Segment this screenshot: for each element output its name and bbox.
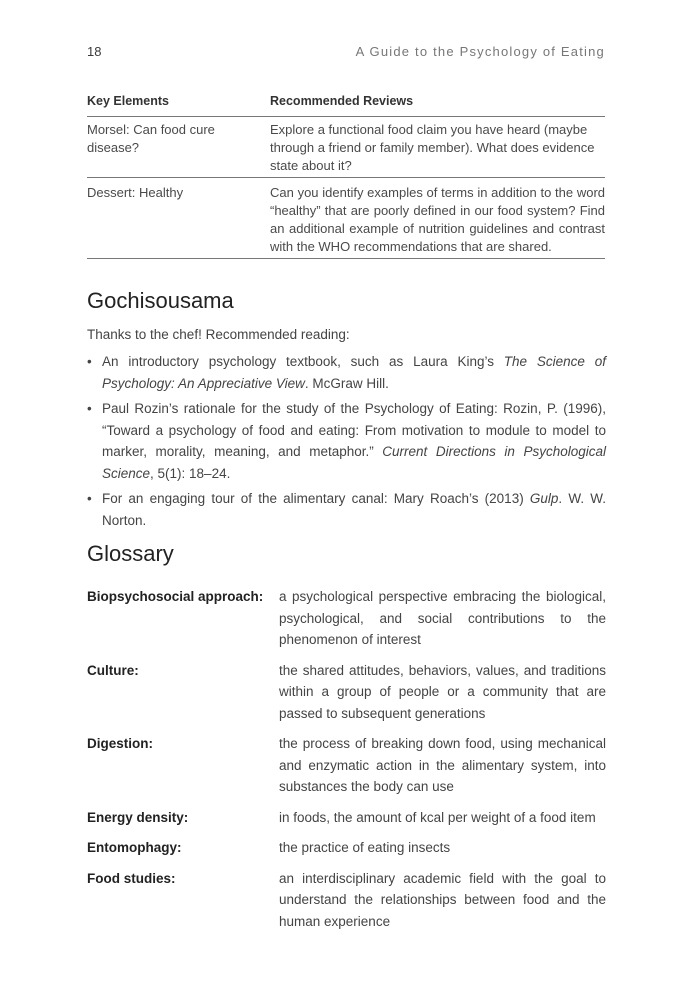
glossary-entry bbox=[87, 807, 606, 829]
reading-title: The Science of Psychology: An Appreciative View bbox=[102, 354, 606, 391]
glossary-definition: a psychological perspective embracing the biological, psychological, and social contributions to the phenomenon of interest bbox=[279, 589, 606, 647]
list-item bbox=[87, 488, 606, 531]
key-elements-table bbox=[87, 92, 605, 259]
reading-text: Paul Rozin’s rationale for the study of the Psychology of Eating: Rozin, P. (1996), “Toward a psychology of food and eating: From motivation to module to model to marker, morality, meaning, and metaphor.” bbox=[102, 401, 606, 459]
reading-title: Gulp bbox=[529, 491, 559, 506]
glossary-entry bbox=[87, 868, 606, 933]
glossary-term: Energy density: bbox=[87, 809, 189, 825]
table-cell-element: Dessert: Healthy bbox=[87, 185, 184, 200]
glossary-term: Culture: bbox=[87, 662, 139, 678]
table-header-row bbox=[87, 92, 605, 117]
table-cell-review: Explore a functional food claim you have heard (maybe through a friend or family member). What does evidence state about it? bbox=[270, 122, 595, 173]
reading-title: Current Directions in Psychological Science bbox=[102, 444, 606, 481]
reading-text-end: , 5(1): 18–24. bbox=[150, 465, 231, 481]
section-heading-glossary: Glossary bbox=[87, 541, 174, 566]
glossary-definition: the shared attitudes, behaviors, values, and traditions within a group of people or a community that are passed to subsequent generations bbox=[279, 662, 606, 721]
bullet-icon: • bbox=[87, 354, 92, 369]
glossary-definition: the process of breaking down food, using mechanical and enzymatic action in the alimentary system, into substances the body can use bbox=[279, 736, 606, 794]
glossary-definition: in foods, the amount of kcal per weight of a food item bbox=[279, 809, 596, 825]
table-row bbox=[87, 117, 605, 178]
bullet-icon: • bbox=[87, 491, 92, 506]
glossary-list bbox=[87, 586, 606, 941]
reading-text-end: . McGraw Hill. bbox=[304, 375, 389, 391]
glossary-entry bbox=[87, 586, 606, 651]
section-heading-gochisousama: Gochisousama bbox=[87, 288, 234, 313]
page-header bbox=[87, 44, 605, 60]
glossary-definition: the practice of eating insects bbox=[279, 840, 451, 855]
reading-intro: Thanks to the chef! Recommended reading: bbox=[87, 327, 350, 342]
list-item bbox=[87, 398, 606, 484]
glossary-term: Digestion: bbox=[87, 736, 153, 751]
table-row bbox=[87, 178, 605, 259]
table-cell-review: Can you identify examples of terms in addition to the word “healthy” that are poorly defined in our food system? Find an additional example of nutrition guidelines and contrast with the WHO recommendations that are shared. bbox=[270, 185, 605, 254]
page-number: 18 bbox=[87, 44, 102, 59]
running-title: A Guide to the Psychology of Eating bbox=[355, 44, 605, 59]
glossary-term: Food studies: bbox=[87, 870, 176, 886]
recommended-reading-list bbox=[87, 351, 606, 535]
list-item bbox=[87, 351, 606, 394]
reading-text-end: . W. W. Norton. bbox=[102, 491, 607, 528]
glossary-entry bbox=[87, 660, 606, 725]
reading-text: For an engaging tour of the alimentary canal: Mary Roach’s (2013) bbox=[102, 491, 530, 506]
reading-text: An introductory psychology textbook, such as Laura King’s bbox=[102, 354, 504, 369]
glossary-definition: an interdisciplinary academic field with the goal to understand the relationships between food and the human experience bbox=[279, 870, 606, 929]
table-header-recommended-reviews: Recommended Reviews bbox=[270, 94, 414, 108]
bullet-icon: • bbox=[87, 401, 92, 416]
glossary-entry bbox=[87, 733, 606, 798]
table-header-key-elements: Key Elements bbox=[87, 94, 169, 108]
glossary-entry bbox=[87, 837, 606, 859]
glossary-term: Biopsychosocial approach: bbox=[87, 589, 264, 604]
glossary-term: Entomophagy: bbox=[87, 840, 182, 855]
table-cell-element: Morsel: Can food cure disease? bbox=[87, 122, 215, 155]
